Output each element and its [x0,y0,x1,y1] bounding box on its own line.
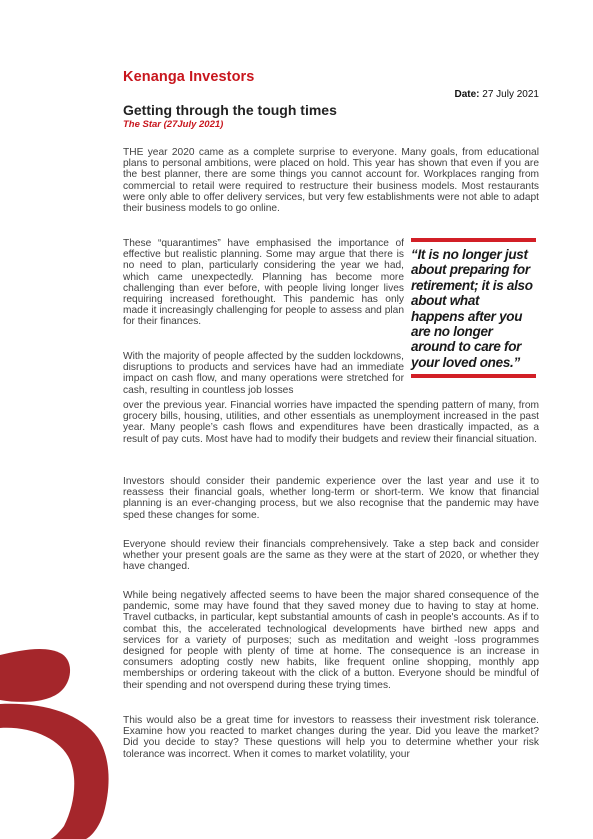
paragraph-6: While being negatively affected seems to have been the major shared consequence of the pandemic, some may have found that they saved money due to having to stay at home. Travel cutbacks, in particular, kept substantial amounts of cash in people's accounts. As if to combat this, the accelerated technological developments have birthed new apps and services for a variety of purposes; such as meditation and weight -loss programmes designed for people with plenty of time at home. The consequence is an increase in consumers adopting costly new habits, like frequent online shopping, monthly app memberships or ordering takeout with the click of a button. Everyone should be mindful of their spending and not overspend during these trying times. [123,590,539,691]
pull-quote [411,238,536,378]
article-title: Getting through the tough times [123,102,337,118]
paragraph-4: Investors should consider their pandemic experience over the last year and use it to reassess their financial goals, whether long-term or short-term. We know that financial planning is an ever-changing process, but we also recognise that the pandemic may have sped these changes for some. [123,476,539,521]
paragraph-7: This would also be a great time for investors to reassess their investment risk tolerance. Examine how you reacted to market changes during the year. Did you leave the market? Did you decide to stay? These questions will help you to determine whether your risk tolerance was incorrect. When it comes to market volatility, your [123,715,539,760]
article-date [454,89,539,100]
pull-quote-text: “It is no longer just about preparing for retirement; it is also about what happens after you are no longer around to care for your loved ones.” [411,247,533,370]
article-source: The Star (27July 2021) [123,119,224,130]
paragraph-5: Everyone should review their financials comprehensively. Take a step back and consider whether your present goals are the same as they were at the start of 2020, or whether they have changed. [123,539,539,573]
paragraph-1: THE year 2020 came as a complete surprise to everyone. Many goals, from educational plans to personal ambitions, were placed on hold. This year has shown that even if you are the best planner, there are some things you cannot account for. Workplaces ranging from commercial to retail were required to restructure their business models. Most restaurants were only able to offer delivery services, but very few establishments were not able to adapt their business models to go online. [123,147,539,215]
pull-quote-top-bar [411,238,536,242]
date-value: 27 July 2021 [482,89,539,100]
date-label: Date: [454,89,480,100]
pull-quote-bottom-bar [411,374,536,378]
paragraph-2: These “quarantimes” have emphasised the importance of effective but realistic planning. Some may argue that there is no need to plan, particularly considering the year we had, which came unexpectedly. Planning has become more challenging than ever before, with people living longer lives requiring increased forethought. This pandemic has only made it increasingly challenging for people to assess and plan for their finances. [123,238,404,328]
paragraph-3b: over the previous year. Financial worries have impacted the spending pattern of many, from grocery bills, housing, utilities, and other essentials as unemployment increased in the past year. Many people’s cash flows and expenditures have been drastically impacted, as a result of pay cuts. Most have had to modify their budgets and review their financial situation. [123,400,539,445]
paragraph-3a: With the majority of people affected by the sudden lockdowns, disruptions to products and services have had an immediate impact on cash flow, and many operations were stretched for cash, resulting in countless job losses [123,351,404,396]
brand-name: Kenanga Investors [123,69,255,85]
